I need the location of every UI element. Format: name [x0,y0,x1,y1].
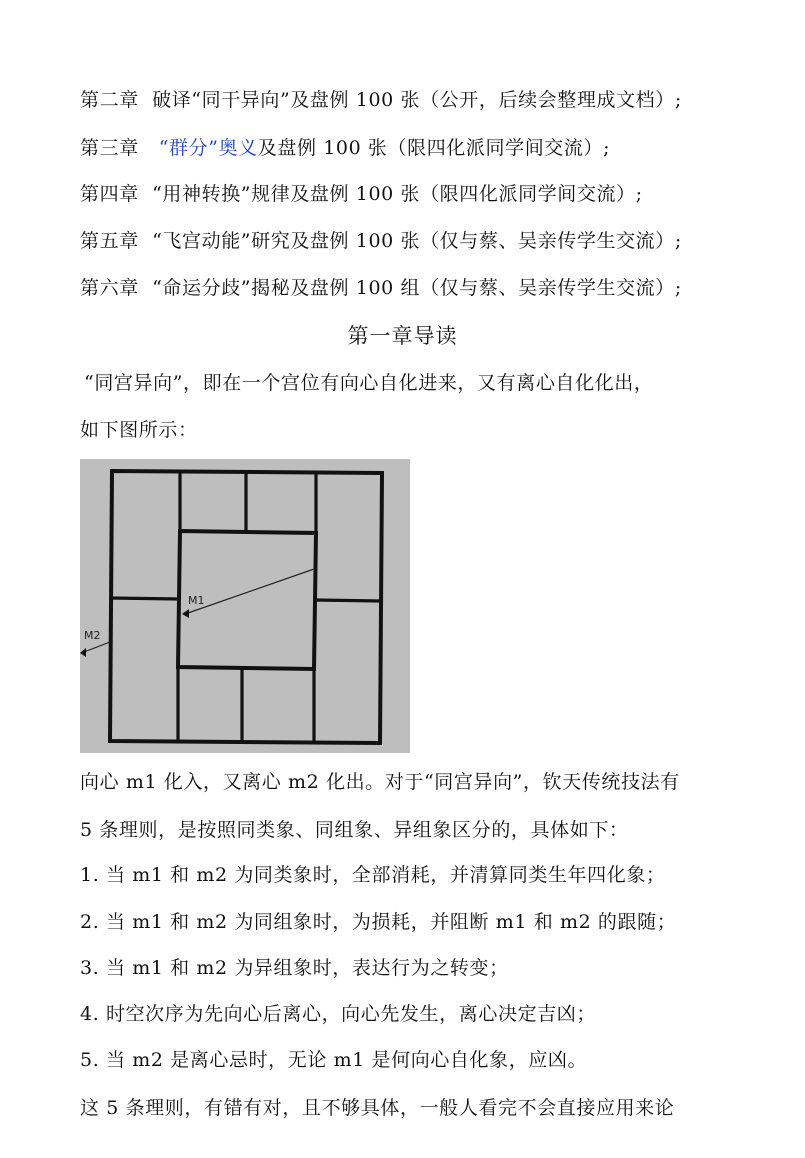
intro-line-2: 如下图所示： [80,419,198,441]
toc-chapter-label: 第四章 [80,183,139,205]
toc-line-5 [80,229,682,253]
palace-grid-figure [80,459,410,753]
toc-chapter-text: 及盘例 100 张（限四化派同学间交流）; [257,137,611,159]
body-line-2: 5 条理则，是按照同类象、同组象、异组象区分的，具体如下： [80,819,629,841]
rule-item-1: 1. 当 m1 和 m2 为同类象时，全部消耗，并清算同类生年四化象； [80,864,666,886]
toc-line-4 [80,182,643,206]
toc-chapter-label: 第六章 [80,277,139,299]
rule-item-2: 2. 当 m1 和 m2 为同组象时，为损耗，并阻断 m1 和 m2 的跟随； [80,911,677,933]
toc-chapter-label: 第三章 [80,137,139,159]
toc-line-3 [80,136,610,160]
toc-chapter-text: 破译“同干异向”及盘例 100 张（公开，后续会整理成文档）; [152,89,682,111]
body-line-1: 向心 m1 化入，又离心 m2 化出。对于“同宫异向”，钦天传统技法有 [80,771,680,793]
chapter-heading: 第一章导读 [347,324,458,348]
toc-chapter-label: 第五章 [80,230,139,252]
intro-line-1: “同宫异向”，即在一个宫位有向心自化进来，又有离心自化化出， [84,372,654,394]
toc-chapter-text: “命运分歧”揭秘及盘例 100 组（仅与蔡、吴亲传学生交流）; [152,277,682,299]
rule-item-5: 5. 当 m2 是离心忌时，无论 m1 是何向心自化象，应凶。 [80,1049,588,1071]
m2-label: M2 [84,629,101,642]
toc-chapter-text: “用神转换”规律及盘例 100 张（限四化派同学间交流）; [152,183,643,205]
toc-line-2 [80,88,682,112]
rule-item-3: 3. 当 m1 和 m2 为异组象时，表达行为之转变； [80,957,509,979]
toc-chapter-text: “飞宫动能”研究及盘例 100 张（仅与蔡、吴亲传学生交流）; [152,230,682,252]
toc-chapter-label: 第二章 [80,89,139,111]
rule-item-4: 4. 时空次序为先向心后离心，向心先发生，离心决定吉凶； [80,1003,596,1025]
m1-label: M1 [188,594,205,607]
closing-line: 这 5 条理则，有错有对，且不够具体，一般人看完不会直接应用来论 [80,1097,675,1119]
palace-grid-svg [80,459,410,753]
toc-line-6 [80,276,682,300]
toc-chapter-link: “群分”奥义 [158,137,258,159]
